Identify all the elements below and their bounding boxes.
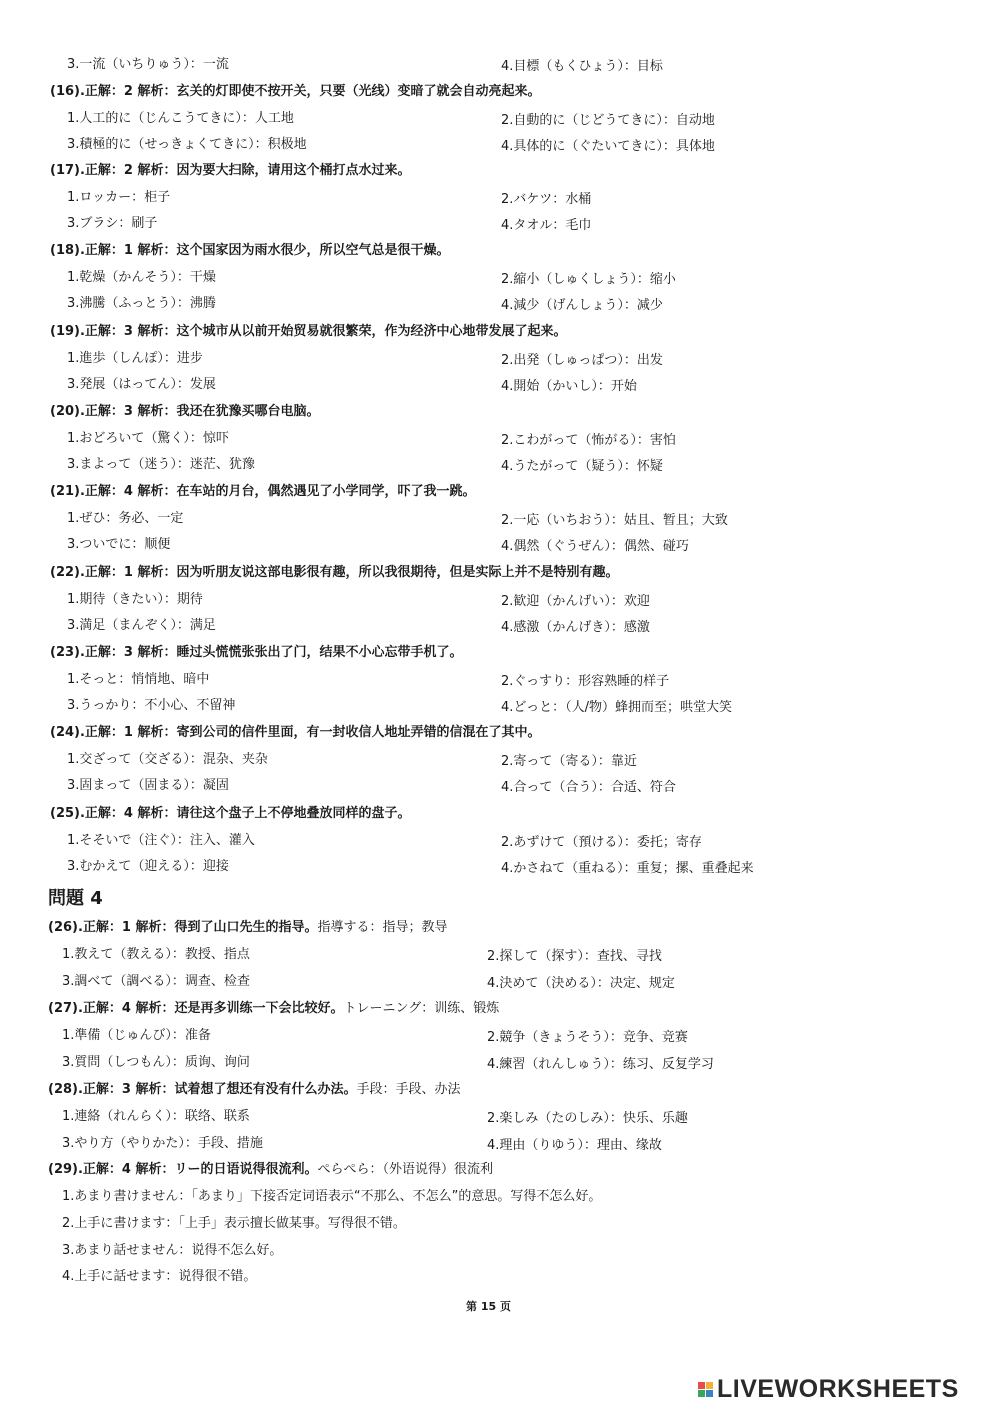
answer-option: 4.感激（かんげき）：感激	[501, 620, 650, 635]
answer-option: 1.教えて（教える）：教授、指点	[62, 947, 250, 962]
question-line: (19).正解：3 解析：这个城市从以前开始贸易就很繁荣，作为经济中心地带发展了起来。	[50, 324, 567, 339]
answer-option: 3.ブラシ：刷子	[67, 216, 158, 231]
answer-option: 1.乾燥（かんそう）：干燥	[67, 270, 216, 285]
answer-option: 4.うたがって（疑う）：怀疑	[501, 459, 663, 474]
answer-option: 2.自動的に（じどうてきに）：自动地	[501, 113, 715, 128]
question-text: (27).正解：4 解析：还是再多训练一下会比较好。	[48, 1001, 344, 1016]
answer-option: 3.むかえて（迎える）：迎接	[67, 859, 229, 874]
question-extra-note: ぺらぺら：（外语说得）很流利	[317, 1162, 493, 1177]
answer-option: 4.合って（合う）：合适、符合	[501, 780, 676, 795]
answer-option: 2.競争（きょうそう）：竞争、竞赛	[487, 1030, 688, 1045]
logo-square	[706, 1382, 713, 1389]
question-line	[48, 918, 448, 938]
answer-option: 4.どっと：（人/物）蜂拥而至；哄堂大笑	[501, 700, 733, 715]
question-extra-note: 手段：手段、办法	[356, 1082, 461, 1097]
answer-option: 2.あずけて（預ける）：委托；寄存	[501, 835, 702, 850]
question-line: (21).正解：4 解析：在车站的月台，偶然遇见了小学同学，吓了我一跳。	[50, 484, 476, 499]
question-line: (20).正解：3 解析：我还在犹豫买哪台电脑。	[50, 404, 320, 419]
answer-option: 4.目標（もくひょう）：目标	[501, 59, 663, 74]
answer-option: 2.こわがって（怖がる）：害怕	[501, 433, 676, 448]
answer-option: 1.そそいで（注ぐ）：注入、灌入	[67, 833, 255, 848]
logo-square	[698, 1390, 705, 1397]
answer-option: 2.一応（いちおう）：姑且、暂且；大致	[501, 513, 728, 528]
answer-option: 1.ぜひ：务必、一定	[67, 511, 184, 526]
answer-option: 1.交ざって（交ざる）：混杂、夹杂	[67, 752, 268, 767]
answer-option: 3.調べて（調べる）：调查、检查	[62, 974, 250, 989]
answer-option: 3.沸騰（ふっとう）：沸腾	[67, 296, 216, 311]
answer-option: 4.偶然（ぐうぜん）：偶然、碰巧	[501, 539, 689, 554]
answer-option: 4.開始（かいし）：开始	[501, 379, 637, 394]
question-line: (23).正解：3 解析：睡过头慌慌张张出了门，结果不小心忘带手机了。	[50, 645, 463, 660]
answer-option: 3.ついでに：顺便	[67, 537, 171, 552]
question-line: (22).正解：1 解析：因为听朋友说这部电影很有趣，所以我很期待，但是实际上并不是特别有趣。	[50, 565, 619, 580]
question-text: (29).正解：4 解析：リー的日语说得很流利。	[48, 1162, 318, 1177]
explanation-line: 1.あまり書けません：「あまり」下接否定词语表示“不那么、不怎么”的意思。写得不怎么好。	[62, 1189, 602, 1204]
answer-option: 4.タオル：毛巾	[501, 218, 592, 233]
answer-option: 3.発展（はってん）：发展	[67, 377, 216, 392]
answer-option: 2.出発（しゅっぱつ）：出发	[501, 353, 663, 368]
explanation-line: 4.上手に話せます：说得很不错。	[62, 1269, 257, 1284]
answer-option: 3.質問（しつもん）：质询、询问	[62, 1055, 250, 1070]
liveworksheets-logo[interactable]	[698, 1375, 959, 1404]
question-line: (16).正解：2 解析：玄关的灯即使不按开关，只要（光线）变暗了就会自动亮起来。	[50, 84, 541, 99]
answer-option: 1.人工的に（じんこうてきに）：人工地	[67, 111, 294, 126]
logo-square	[698, 1382, 705, 1389]
answer-option: 4.かさねて（重ねる）：重复；摞、重叠起来	[501, 861, 754, 876]
section-title: 問題 4	[48, 888, 103, 909]
explanation-line: 3.あまり話せません：说得不怎么好。	[62, 1243, 283, 1258]
page-number: 第 15 页	[466, 1300, 511, 1313]
answer-option: 4.減少（げんしょう）：减少	[501, 298, 663, 313]
logo-squares-icon	[698, 1382, 713, 1397]
answer-option: 1.連絡（れんらく）：联络、联系	[62, 1109, 250, 1124]
answer-option: 3.固まって（固まる）：凝固	[67, 778, 229, 793]
answer-option: 3.積極的に（せっきょくてきに）：积极地	[67, 137, 307, 152]
answer-option: 2.縮小（しゅくしょう）：缩小	[501, 272, 676, 287]
answer-option: 2.寄って（寄る）：靠近	[501, 754, 637, 769]
answer-option: 3.やり方（やりかた）：手段、措施	[62, 1136, 263, 1151]
answer-option: 4.具体的に（ぐたいてきに）：具体地	[501, 139, 715, 154]
question-line	[48, 999, 499, 1019]
question-extra-note: 指導する：指导；教导	[317, 920, 448, 935]
question-text: (28).正解：3 解析：试着想了想还有没有什么办法。	[48, 1082, 357, 1097]
answer-option: 4.練習（れんしゅう）：练习、反复学习	[487, 1057, 714, 1072]
answer-option: 2.バケツ：水桶	[501, 192, 592, 207]
answer-option: 2.歓迎（かんげい）：欢迎	[501, 594, 650, 609]
answer-option: 4.決めて（決める）：决定、规定	[487, 976, 675, 991]
question-line: (17).正解：2 解析：因为要大扫除，请用这个桶打点水过来。	[50, 163, 411, 178]
answer-option: 1.期待（きたい）：期待	[67, 592, 203, 607]
question-line: (18).正解：1 解析：这个国家因为雨水很少，所以空气总是很干燥。	[50, 243, 450, 258]
explanation-line: 2.上手に書けます：「上手」表示擅长做某事。写得很不错。	[62, 1216, 406, 1231]
question-line: (25).正解：4 解析：请往这个盘子上不停地叠放同样的盘子。	[50, 806, 411, 821]
answer-option: 2.ぐっすり：形容熟睡的样子	[501, 674, 670, 689]
logo-text: LIVEWORKSHEETS	[717, 1375, 959, 1403]
answer-option: 1.おどろいて（驚く）：惊吓	[67, 431, 229, 446]
answer-option: 1.ロッカー：柜子	[67, 190, 171, 205]
question-line	[48, 1080, 461, 1100]
answer-option: 4.理由（りゆう）：理由、缘故	[487, 1138, 662, 1153]
question-extra-note: トレーニング：训练、锻炼	[343, 1001, 500, 1016]
answer-option: 2.楽しみ（たのしみ）：快乐、乐趣	[487, 1111, 688, 1126]
question-line-29	[48, 1160, 493, 1180]
answer-option: 3.うっかり：不小心、不留神	[67, 698, 236, 713]
answer-option: 1.準備（じゅんび）：准备	[62, 1028, 211, 1043]
answer-option: 2.探して（探す）：查找、寻找	[487, 949, 662, 964]
question-text: (26).正解：1 解析：得到了山口先生的指导。	[48, 920, 318, 935]
question-line: (24).正解：1 解析：寄到公司的信件里面，有一封收信人地址弄错的信混在了其中。	[50, 725, 541, 740]
answer-option: 3.まよって（迷う）：迷茫、犹豫	[67, 457, 255, 472]
answer-option: 3.満足（まんぞく）：满足	[67, 618, 216, 633]
answer-option: 1.そっと：悄悄地、暗中	[67, 672, 210, 687]
answer-option: 3.一流（いちりゅう）：一流	[67, 57, 229, 72]
answer-option: 1.進歩（しんぽ）：进步	[67, 351, 203, 366]
logo-square	[706, 1390, 713, 1397]
